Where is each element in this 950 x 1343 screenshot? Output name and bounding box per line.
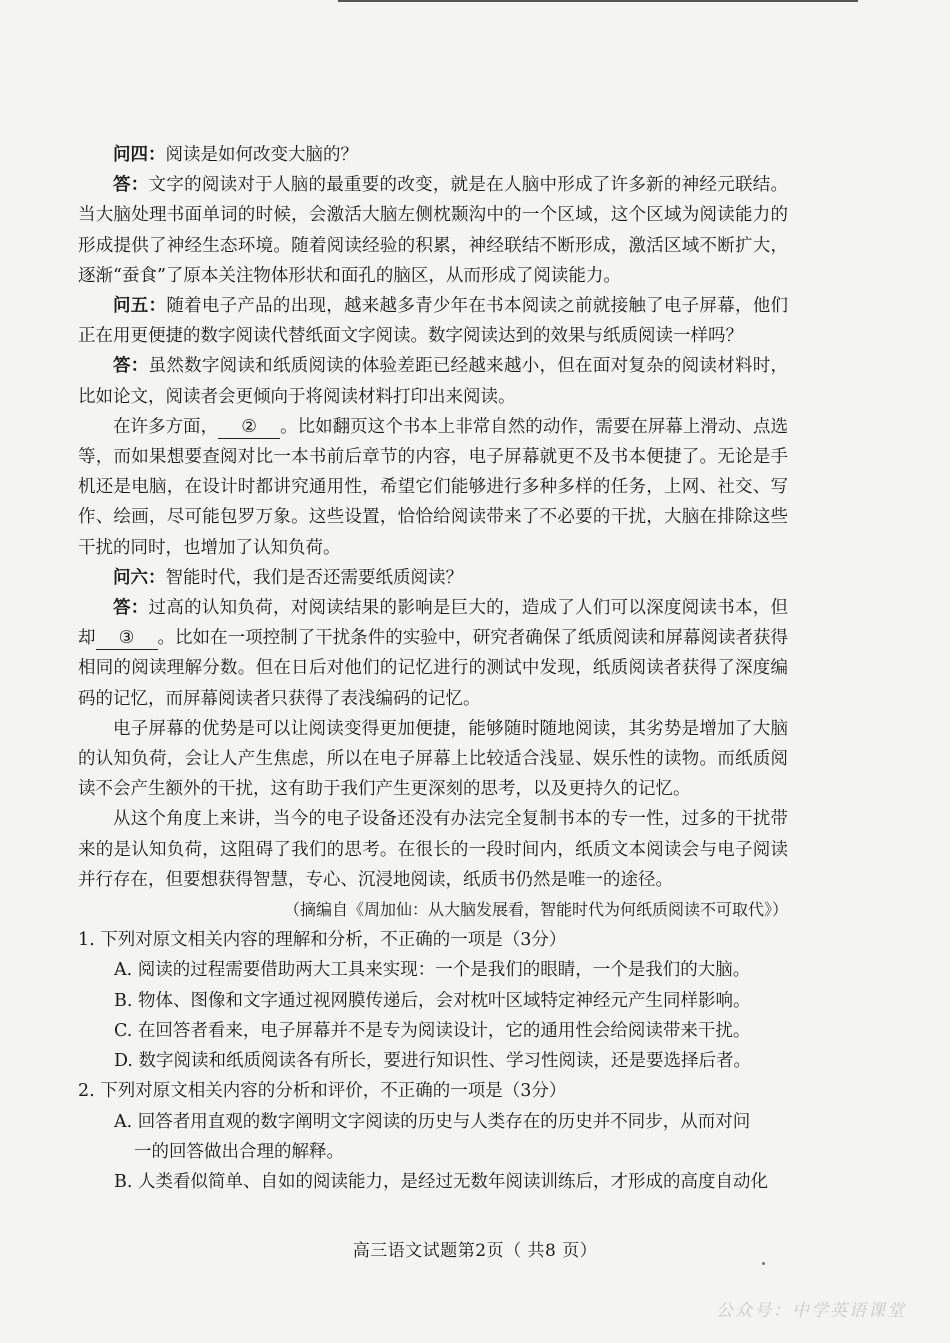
q5-text: 随着电子产品的出现，越来越多青少年在书本阅读之前就接触了电子屏幕，他们正在用更便捷的数字阅读代替纸面文字阅读。数字阅读达到的效果与纸质阅读一样吗？ (78, 296, 788, 347)
question-six (78, 563, 788, 593)
question-2-option-b: B. 人类看似简单、自如的阅读能力，是经过无数年阅读训练后，才形成的高度自动化 (114, 1171, 768, 1192)
a6-pre: 过高的认知负荷，对阅读结果的影响是巨大的，造成了人们可以深度阅读书本，但却 (78, 598, 789, 649)
question-2-option-a (78, 1107, 788, 1167)
q4-label: 问四： (113, 145, 166, 165)
answer-five (78, 351, 788, 411)
question-five (78, 291, 788, 351)
question-four (78, 140, 788, 170)
a5-label: 答： (113, 356, 149, 377)
q5-label: 问五： (113, 296, 167, 317)
paragraph-screen: 电子屏幕的优势是可以让阅读变得更加便捷，能够随时随地阅读，其劣势是增加了大脑的认知负荷，会让人产生焦虑，所以在电子屏幕上比较适合浅显、娱乐性的读物。而纸质阅读不会产生额外的干扰，这有助于我们产生更深刻的思考，以及更持久的记忆。 (78, 718, 788, 800)
p5-post: 。比如翻页这个书本上非常自然的动作，需要在屏幕上滑动、点选等，而如果想要查阅对比一本书前后章节的内容，电子屏幕就更不及书本便捷了。无论是手机还是电脑，在设计时都讲究通用性，希望它们能够进行多种多样的任务，上网、社交、写作、绘画，尽可能包罗万象。这些设置，恰恰给阅读带来了不必要的干扰，大脑在排除这些干扰的同时，也增加了认知负荷。 (78, 416, 789, 558)
paragraph-blank-two (78, 412, 788, 563)
a5-text: 虽然数字阅读和纸质阅读的体验差距已经越来越小，但在面对复杂的阅读材料时，比如论文，阅读者会更倾向于将阅读材料打印出来阅读。 (78, 356, 789, 407)
question-1-option-b: B. 物体、图像和文字通过视网膜传递后，会对枕叶区域特定神经元产生同样影响。 (114, 990, 751, 1011)
question-2-option-a-line1: A. 回答者用直观的数字阐明文字阅读的历史与人类存在的历史并不同步，从而对问 (114, 1111, 751, 1132)
question-1-option-d: D. 数字阅读和纸质阅读各有所长，要进行知识性、学习性阅读，还是要选择后者。 (114, 1051, 752, 1072)
question-2-stem: 2. 下列对原文相关内容的分析和评价，不正确的一项是（3分） (78, 1081, 567, 1102)
source-citation: （摘编自《周加仙：从大脑发展看，智能时代为何纸质阅读不可取代》） (283, 900, 788, 920)
watermark: 公众号：中学英语课堂 (716, 1301, 906, 1321)
page-footer: 高三语文试题第2页（ 共8 页） (352, 1241, 598, 1261)
exam-page (78, 140, 788, 1197)
answer-six (78, 593, 788, 714)
answer-four (78, 170, 788, 291)
q4-text: 阅读是如何改变大脑的？ (165, 145, 358, 165)
top-rule (338, 0, 858, 2)
question-1-option-a: A. 阅读的过程需要借助两大工具来实现：一个是我们的眼睛，一个是我们的大脑。 (114, 960, 751, 981)
p5-pre: 在许多方面， (113, 416, 219, 437)
q6-text: 智能时代，我们是否还需要纸质阅读？ (165, 567, 463, 588)
a4-label: 答： (113, 175, 149, 196)
a6-label: 答： (113, 598, 149, 619)
a4-text: 文字的阅读对于人脑的最重要的改变，就是在人脑中形成了许多新的神经元联结。当大脑处理书面单词的时候，会激活大脑左侧枕颞沟中的一个区域，这个区域为阅读能力的形成提供了神经生态环境。随着阅读经验的积累，神经联结不断形成，激活区域不断扩大，逐渐“蚕食”了原本关注物体形状和面孔的脑区，从而形成了阅读能力。 (78, 175, 789, 286)
a6-post: 。比如在一项控制了干扰条件的实验中，研究者确保了纸质阅读和屏幕阅读者获得相同的阅读理解分数。但在日后对他们的记忆进行的测试中发现，纸质阅读者获得了深度编码的记忆，而屏幕阅读者只获得了表浅编码的记忆。 (78, 628, 788, 709)
q6-label: 问六： (113, 567, 166, 588)
blank-three: ③ (96, 627, 158, 650)
question-1-stem: 1. 下列对原文相关内容的理解和分析，不正确的一项是（3分） (78, 930, 567, 951)
question-1-option-c: C. 在回答者看来，电子屏幕并不是专为阅读设计，它的通用性会给阅读带来干扰。 (114, 1020, 751, 1041)
question-2-option-a-line2: 一的回答做出合理的解释。 (134, 1141, 344, 1162)
speck (762, 1262, 765, 1265)
paragraph-conclusion: 从这个角度上来讲，当今的电子设备还没有办法完全复制书本的专一性，过多的干扰带来的是认知负荷，这阻碍了我们的思考。在很长的一段时间内，纸质文本阅读会与电子阅读并行存在，但要想获得智慧，专心、沉浸地阅读，纸质书仍然是唯一的途径。 (78, 809, 788, 890)
blank-two: ② (218, 416, 280, 439)
